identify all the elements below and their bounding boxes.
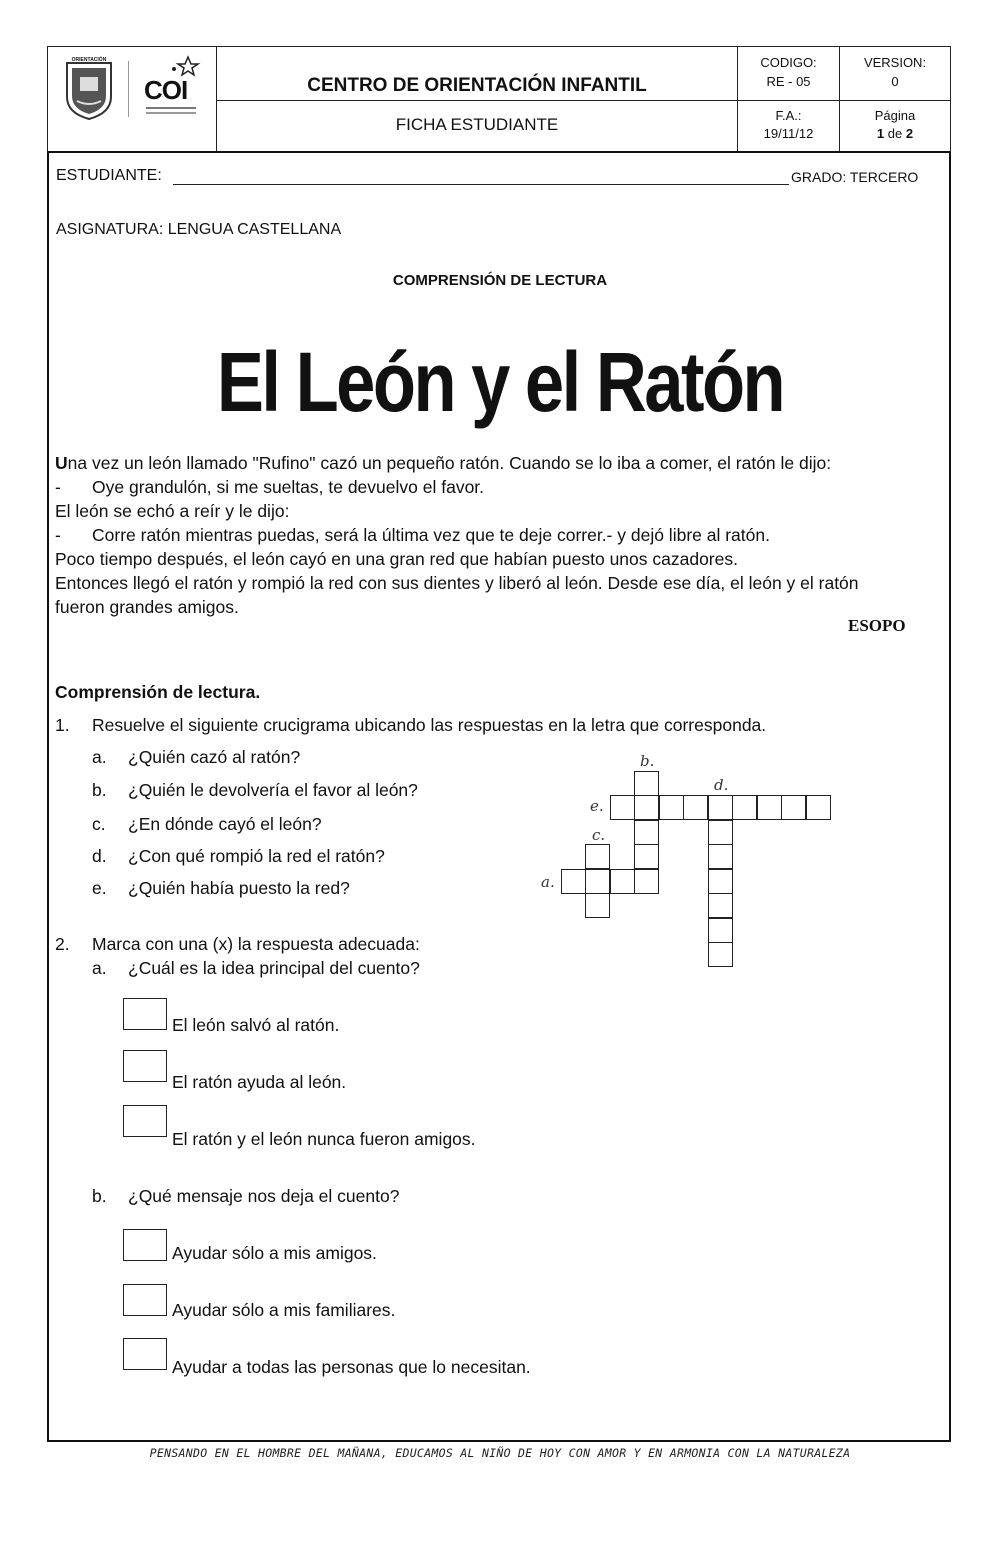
fa-label: F.A.: [775,108,802,123]
story-line-2: Oye grandulón, si me sueltas, te devuelvo el favor. [92,477,485,497]
q1-item-text: ¿Con qué rompió la red el ratón? [128,846,385,866]
answer-checkbox[interactable] [123,1050,167,1082]
q1-item-text: ¿Quién cazó al ratón? [128,747,301,767]
drop-letter: U [55,453,68,473]
crossword-label-b: b. [640,752,655,770]
school-shield-logo [63,59,115,121]
answer-checkbox[interactable] [123,1229,167,1261]
q1-item-letter: d. [92,846,107,866]
q1-item-text: ¿Quién había puesto la red? [128,878,350,898]
student-name-line[interactable] [173,184,789,185]
footer-motto: PENSANDO EN EL HOMBRE DEL MAÑANA, EDUCAMOS AL NIÑO DE HOY CON AMOR Y EN ARMONIA CON LA NATURALEZA [149,1446,851,1460]
document-header [47,46,951,152]
divider [216,47,217,151]
answer-checkbox[interactable] [123,1338,167,1370]
story-line-1-text: na vez un león llamado "Rufino" cazó un pequeño ratón. Cuando se lo iba a comer, el ratón le dijo: [67,453,832,473]
pagina-label: Página [874,108,916,123]
answer-checkbox[interactable] [123,998,167,1030]
answer-option: Ayudar a todas las personas que lo necesitan. [172,1357,531,1377]
answer-option: El ratón y el león nunca fueron amigos. [172,1129,476,1149]
q1-item-letter: a. [92,747,107,767]
page-total: 2 [905,126,914,141]
answer-option: El ratón ayuda al león. [172,1072,347,1092]
section-title: COMPRENSIÓN DE LECTURA [392,272,608,289]
q2-number: 2. [55,934,70,954]
q1-text: Resuelve el siguiente crucigrama ubicando las respuestas en la letra que corresponda. [92,715,767,735]
version-label: VERSION: [863,55,927,70]
q1-item-text: ¿Quién le devolvería el favor al león? [128,780,418,800]
q2b-text: ¿Qué mensaje nos deja el cuento? [128,1186,400,1206]
logo-underline [146,112,196,114]
story-line-1 [55,451,950,475]
q1-item-letter: e. [92,878,107,898]
codigo-label: CODIGO: [760,55,817,70]
dash: - [55,525,61,545]
story-title: El León y el Ratón [216,335,784,429]
story-author: ESOPO [848,616,906,635]
crossword-label-e: e. [590,797,604,815]
version-value: 0 [891,74,899,89]
crossword-label-a: a. [541,873,555,891]
form-name: FICHA ESTUDIANTE [395,115,559,134]
q1-item-text: ¿En dónde cayó el león? [128,814,322,834]
story-line-3: El león se echó a reír y le dijo: [55,501,290,521]
dash: - [55,477,61,497]
story-line-5: Poco tiempo después, el león cayó en una gran red que habían puesto unos cazadores. [55,549,738,569]
fa-value: 19/11/12 [763,126,814,141]
crossword-label-d: d. [714,776,729,794]
page-indicator [840,125,950,143]
logo-underline [146,107,196,109]
answer-checkbox[interactable] [123,1105,167,1137]
q2a-letter: a. [92,958,107,978]
logo-left-text: ORIENTACIÓN [71,57,107,63]
q2a-text: ¿Cuál es la idea principal del cuento? [128,958,420,978]
q1-number: 1. [55,715,70,735]
story-line-4: Corre ratón mientras puedas, será la última vez que te deje correr.- y dejó libre al ratón. [92,525,770,545]
answer-checkbox[interactable] [123,1284,167,1316]
student-label: ESTUDIANTE: [56,167,162,184]
codigo-value: RE - 05 [766,74,811,89]
q1-item-letter: b. [92,780,107,800]
school-name: CENTRO DE ORIENTACIÓN INFANTIL [307,75,647,96]
coi-logo-text: COI [144,75,188,105]
page-current: 1 [876,126,885,141]
story-line-6: Entonces llegó el ratón y rompió la red con sus dientes y liberó al león. Desde ese día, el león y el ratón [55,573,859,593]
divider [216,100,950,101]
answer-option: Ayudar sólo a mis familiares. [172,1300,396,1320]
subject-text: ASIGNATURA: LENGUA CASTELLANA [56,221,342,238]
coi-logo [136,55,208,121]
page-of: de [887,126,903,141]
crossword-label-c: c. [592,826,606,844]
questions-heading: Comprensión de lectura. [55,682,261,702]
logo-separator [128,61,129,117]
answer-option: Ayudar sólo a mis amigos. [172,1243,377,1263]
q2-text: Marca con una (x) la respuesta adecuada: [92,934,420,954]
story-line-7: fueron grandes amigos. [55,597,239,617]
grade-text: GRADO: TERCERO [791,169,919,185]
q1-item-letter: c. [92,814,106,834]
answer-option: El león salvó al ratón. [172,1015,340,1035]
q2b-letter: b. [92,1186,107,1206]
